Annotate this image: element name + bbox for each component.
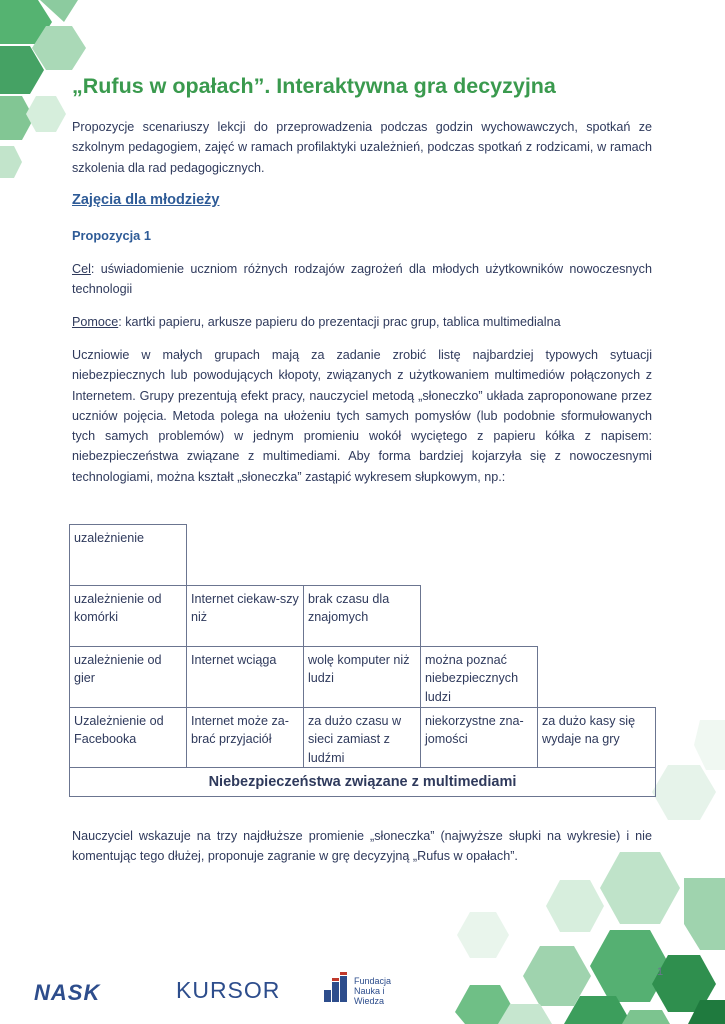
fundacja-logo-icon [324, 972, 352, 1002]
table-cell: Internet może za-brać przyjaciół [186, 707, 304, 768]
goal-paragraph [72, 259, 652, 300]
subsection-heading: Propozycja 1 [72, 228, 151, 243]
body-paragraph: Uczniowie w małych grupach mają za zadanie zrobić listę najbardziej typowych sytuacji niebezpiecznych lub powodujących kłopoty, związanych z użytkowaniem multimediów połączonych z Internetem. Grupy prezentują efekt pracy, nauczyciel metodą „słoneczko” układa zaproponowane przez uczniów pojęcia. Metoda polega na ułożeniu tych samych pomysłów (lub podobnie sformułowanych tych samych problemów) w jednym promieniu wokół wyciętego z papieru kółka z napisem: niebezpieczeństwa związane z multimediami. Aby forma bardziej kojarzyła się z nowoczesnymi technologiami, można kształt „słoneczka” zastąpić wykresem słupkowym, np.: [72, 348, 652, 484]
nask-logo: NASK [34, 980, 101, 1005]
table-cell: za dużo kasy się wydaje na gry [537, 707, 656, 768]
table-cell: uzależnienie od gier [69, 646, 187, 708]
table-cell: uzależnienie [69, 524, 187, 586]
section-heading: Zajęcia dla młodzieży [72, 192, 220, 208]
aids-text: : kartki papieru, arkusze papieru do prezentacji prac grup, tablica multimedialna [118, 315, 561, 329]
table-cell: brak czasu dla znajomych [303, 585, 421, 647]
table-cell: Internet wciąga [186, 646, 304, 708]
goal-label: Cel [72, 262, 91, 276]
table-cell: uzależnienie od komórki [69, 585, 187, 647]
aids-label: Pomoce [72, 315, 119, 329]
table-cell: za dużo czasu w sieci zamiast z ludźmi [303, 707, 421, 768]
page-title: „Rufus w opałach”. Interaktywna gra decyzyjna [72, 74, 556, 98]
aids-paragraph [72, 312, 652, 332]
page-number: 1 [657, 966, 664, 978]
fundacja-logo-text [354, 976, 414, 1006]
table-caption: Niebezpieczeństwa związane z multimediami [69, 767, 656, 797]
closing-paragraph: Nauczyciel wskazuje na trzy najdłuższe promienie „słoneczka” (najwyższe słupki na wykresie) i nie komentując tego dłużej, proponuje zagranie w grę decyzyjną „Rufus w opałach”. [72, 829, 652, 864]
table-cell: niekorzystne zna-jomości [420, 707, 538, 768]
fundacja-line1: Fundacja [354, 976, 392, 986]
table-cell: Uzależnienie od Facebooka [69, 707, 187, 768]
kursor-logo: KURSOR [176, 977, 281, 1003]
fundacja-line2: Nauka i Wiedza [354, 986, 385, 1006]
goal-text: : uświadomienie uczniom różnych rodzajów zagrożeń dla młodych użytkowników nowoczesnych technologii [72, 262, 652, 297]
table-cell: można poznać niebezpiecznych ludzi [420, 646, 538, 708]
intro-paragraph: Propozycje scenariuszy lekcji do przeprowadzenia podczas godzin wychowawczych, spotkań ze szkolnym pedagogiem, zajęć w ramach profilaktyki uzależnień, podczas spotkań z rodzicami, w ramach szkolenia dla rad pedagogicznych. [72, 120, 652, 175]
table-cell: wolę komputer niż ludzi [303, 646, 421, 708]
table-cell: Internet ciekaw-szy niż [186, 585, 304, 647]
